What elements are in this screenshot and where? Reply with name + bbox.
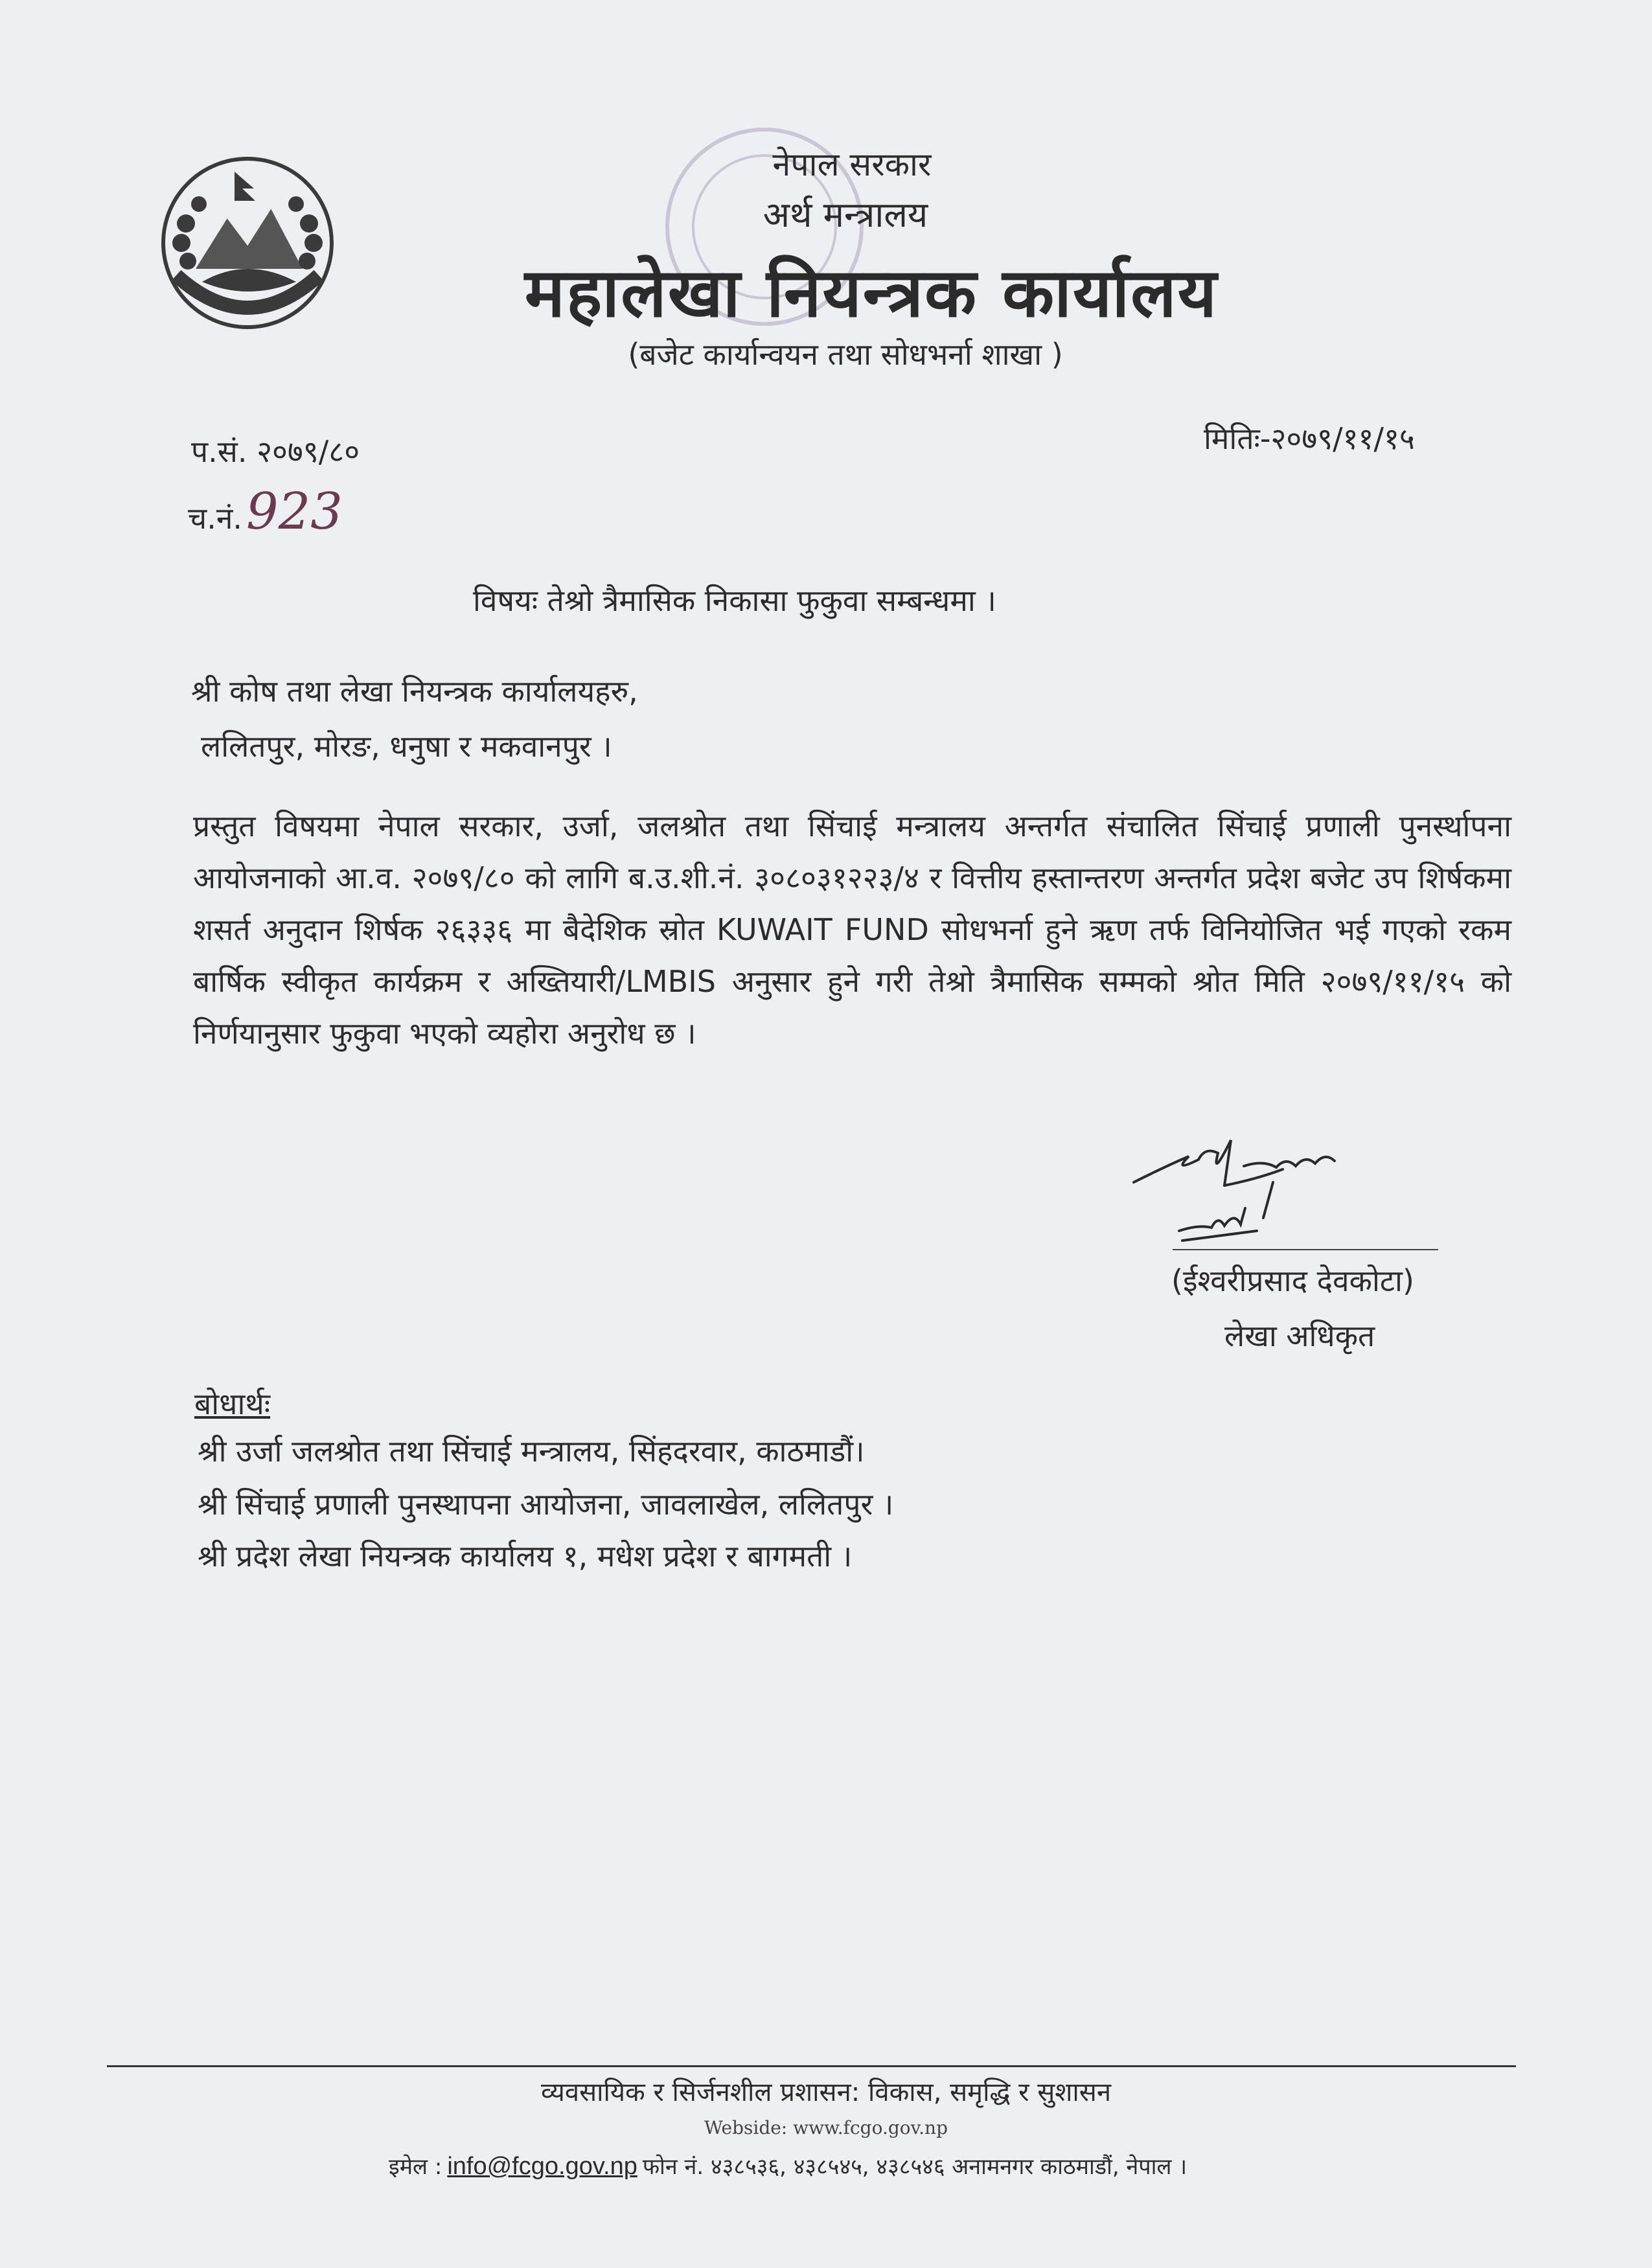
dispatch-number-handwritten: 923 — [246, 483, 343, 541]
letter-date: मितिः-२०७९/११/१५ — [1204, 421, 1415, 456]
footer-website[interactable]: Webside: www.fcgo.gov.np — [704, 2117, 948, 2138]
dispatch-number — [188, 483, 343, 541]
footer-email-label: इमेल : — [389, 2154, 442, 2180]
cc-heading: बोधार्थः — [194, 1386, 271, 1421]
subject-line: विषयः तेश्रो त्रैमासिक निकासा फुकुवा सम्बन्धमा । — [473, 583, 996, 618]
office-name: महालेखा नियन्त्रक कार्यालय — [524, 253, 1219, 332]
signer-title: लेखा अधिकृत — [1224, 1318, 1375, 1353]
footer-email-link[interactable]: info@fcgo.gov.np — [447, 2153, 637, 2180]
cc-item: श्री सिंचाई प्रणाली पुनस्थापना आयोजना, जावलाखेल, ललितपुर । — [198, 1487, 894, 1522]
cc-item: श्री उर्जा जलश्रोत तथा सिंचाई मन्त्रालय, सिंहदरवार, काठमाडौं। — [198, 1434, 865, 1469]
addressee-line-1: श्री कोष तथा लेखा नियन्त्रक कार्यालयहरु, — [191, 674, 638, 709]
ministry-name: अर्थ मन्त्रालय — [763, 194, 928, 235]
handwritten-signature — [1127, 1121, 1451, 1257]
signature-line — [1173, 1249, 1438, 1250]
footer-phone-address: फोन नं. ४३८५३६, ४३८५४५, ४३८५४६ अनामनगर काठमाडौं, नेपाल । — [642, 2154, 1187, 2180]
letter-body: प्रस्तुत विषयमा नेपाल सरकार, उर्जा, जलश्रोत तथा सिंचाई मन्त्रालय अन्तर्गत संचालित सिंचाई प्रणाली पुनर्स्थापना आयोजनाको आ.व. २०७९/८० को लागि ब.उ.शी.नं. ३०८०३१२२३/४ र वित्तीय हस्तान्तरण अन्तर्गत प्रदेश बजेट उप शिर्षकमा शसर्त अनुदान शिर्षक २६३३६ मा बैदेशिक स्रोत KUWAIT FUND सोधभर्ना हुने ऋण तर्फ विनियोजित भई गएको रकम बार्षिक स्वीकृत कार्यक्रम र अख्तियारी/LMBIS अनुसार हुने गरी तेश्रो त्रैमासिक सम्मको श्रोत मिति २०७९/११/१५ को निर्णयानुसार फुकुवा भएको व्यहोरा अनुरोध छ । — [193, 808, 1511, 1051]
reference-number: प.सं. २०७९/८० — [191, 434, 360, 469]
signer-name: (ईश्वरीप्रसाद देवकोटा) — [1171, 1263, 1414, 1298]
branch-name: (बजेट कार्यान्वयन तथा सोधभर्ना शाखा ) — [628, 337, 1063, 372]
government-name: नेपाल सरकार — [772, 146, 932, 183]
footer-contact — [389, 2151, 1187, 2181]
footer-divider — [107, 2065, 1516, 2067]
cc-item: श्री प्रदेश लेखा नियन्त्रक कार्यालय १, मधेश प्रदेश र बागमती । — [198, 1539, 853, 1574]
dispatch-label: च.नं. — [188, 501, 242, 536]
footer-motto: व्यवसायिक र सिर्जनशील प्रशासन: विकास, समृद्धि र सुशासन — [540, 2078, 1112, 2107]
addressee-line-2: ललितपुर, मोरङ, धनुषा र मकवानपुर । — [201, 729, 612, 764]
